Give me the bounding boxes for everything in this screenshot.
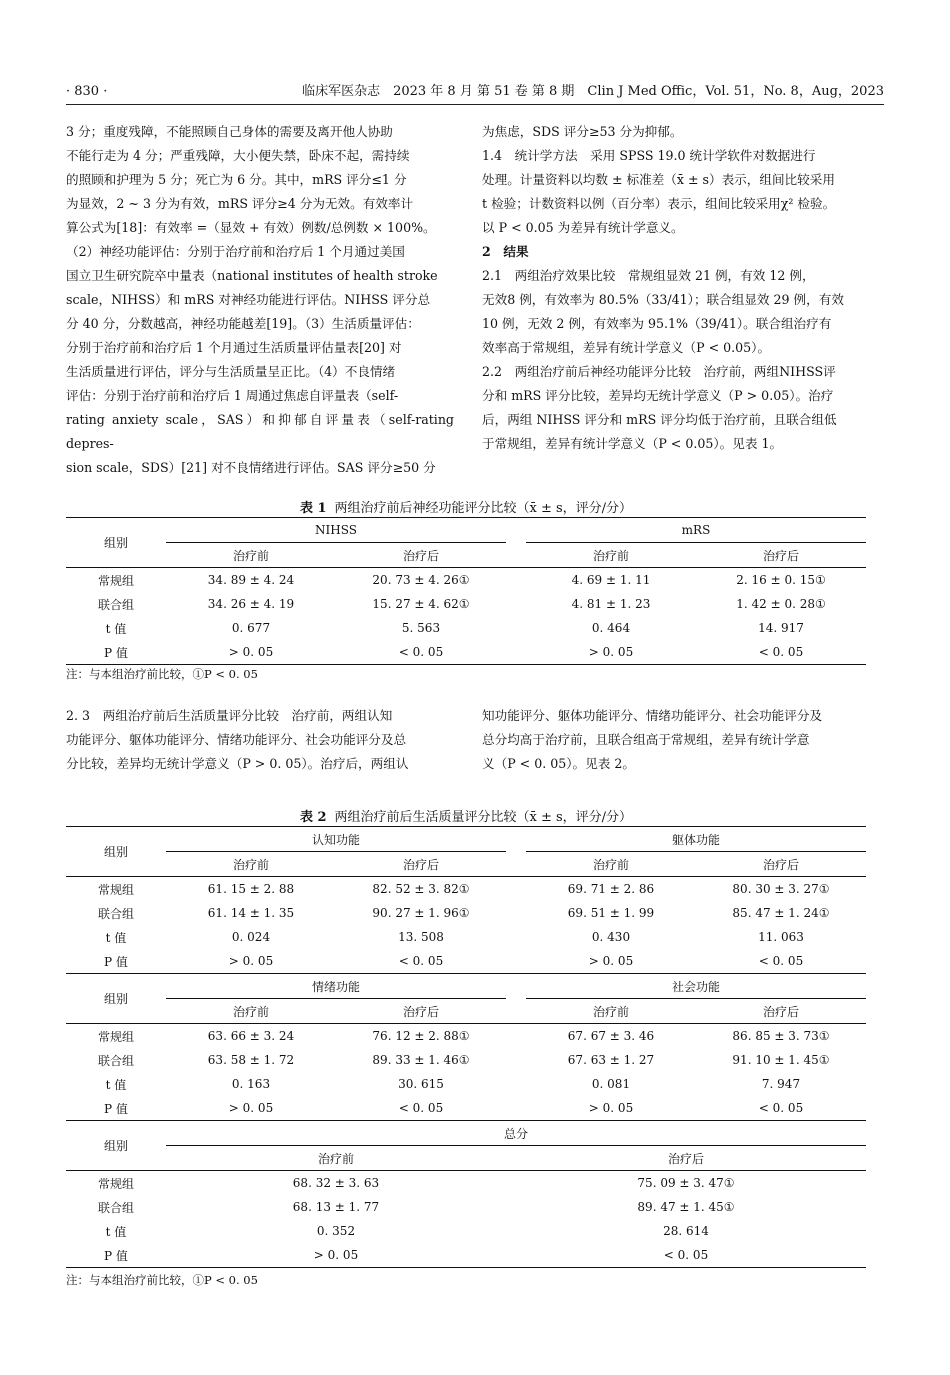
cell: < 0. 05 — [696, 1096, 866, 1121]
cell: P 值 — [66, 949, 166, 974]
table-row — [66, 616, 866, 640]
subheader: 治疗前 — [166, 1146, 506, 1171]
cell: < 0. 05 — [696, 640, 866, 665]
cell: 7. 947 — [761, 1077, 801, 1091]
cell: < 0. 05 — [506, 1243, 866, 1268]
cell: 63. 66 ± 3. 24 — [207, 1029, 295, 1043]
cell: 28. 614 — [663, 1224, 709, 1238]
cell: > 0. 05 — [526, 1096, 696, 1121]
cell: 76. 12 ± 2. 88① — [372, 1029, 470, 1043]
text-line: 国立卫生研究院卒中量表（national institutes of health stroke — [66, 268, 438, 283]
cell: 4. 81 ± 1. 23 — [571, 597, 651, 611]
cell: 13. 508 — [398, 930, 444, 944]
subheader: 治疗后 — [696, 543, 866, 568]
cell: 67. 63 ± 1. 27 — [567, 1053, 655, 1067]
cell: 常规组 — [97, 1176, 134, 1191]
cell: 4. 69 ± 1. 11 — [571, 573, 651, 587]
text-line: 不能行走为 4 分；严重残障，大小便失禁，卧床不起，需持续 — [66, 148, 410, 163]
text-line: 分别于治疗前和治疗后 1 个月通过生活质量评估量表[20] 对 — [66, 340, 402, 355]
table-subheader-row — [66, 543, 866, 568]
cell: 0. 081 — [591, 1077, 631, 1091]
cell: t 值 — [105, 1224, 127, 1239]
cell: t 值 — [105, 930, 127, 945]
cell: 常规组 — [97, 882, 134, 897]
subheader: 治疗前 — [526, 543, 696, 568]
cell: 0. 352 — [316, 1224, 356, 1238]
subheader: 治疗后 — [506, 1146, 866, 1171]
table-subheader-row — [66, 852, 866, 877]
table1-note: 注：与本组治疗前比较，①P < 0. 05 — [66, 667, 258, 681]
text-line: 2.2 两组治疗前后神经功能评分比较 治疗前，两组NIHSS评 — [482, 364, 836, 379]
text-line: 的照顾和护理为 5 分；死亡为 6 分。其中，mRS 评分≤1 分 — [66, 172, 407, 187]
subheader: 治疗后 — [696, 852, 866, 877]
page-header — [66, 80, 884, 99]
table-row — [66, 877, 866, 902]
cell: 63. 58 ± 1. 72 — [207, 1053, 295, 1067]
cell: < 0. 05 — [696, 949, 866, 974]
journal-citation: 临床军医杂志 2023 年 8 月 第 51 卷 第 8 期 Clin J Med Offic，Vol. 51，No. 8，Aug，2023 — [302, 84, 884, 99]
cell: 85. 47 ± 1. 24① — [732, 906, 830, 920]
subheader: 治疗后 — [336, 999, 506, 1024]
text-line: rating anxiety scale，SAS）和抑郁自评量表（self-rating depres- — [66, 412, 454, 451]
cell: 1. 42 ± 0. 28① — [736, 597, 826, 611]
text-line: 功能评分、躯体功能评分、情绪功能评分、社会功能评分及总 — [66, 732, 407, 747]
table-row — [66, 568, 866, 593]
cell: 89. 33 ± 1. 46① — [372, 1053, 470, 1067]
table2 — [66, 826, 866, 1268]
cell: 69. 51 ± 1. 99 — [567, 906, 655, 920]
subheader: 治疗前 — [526, 999, 696, 1024]
cell: 联合组 — [97, 1053, 134, 1068]
table2-caption — [66, 806, 866, 825]
table-subheader-row — [66, 999, 866, 1024]
table-row — [66, 1096, 866, 1121]
cell: 20. 73 ± 4. 26① — [372, 573, 470, 587]
table1 — [66, 517, 866, 665]
text-line: 分 40 分，分数越高，神经功能越差[19]。（3）生活质量评估： — [66, 316, 420, 331]
cell: < 0. 05 — [336, 1096, 506, 1121]
text-line: 无效8 例，有效率为 80.5%（33/41）；联合组显效 29 例，有效 — [482, 292, 844, 307]
text-line: 分和 mRS 评分比较，差异均无统计学意义（P > 0.05）。治疗 — [482, 388, 834, 403]
cell: 0. 430 — [591, 930, 631, 944]
table-row — [66, 1024, 866, 1049]
table-row — [66, 1219, 866, 1243]
cell: 常规组 — [97, 1029, 134, 1044]
section-heading: 1.4 统计学方法 采用 SPSS 19.0 统计学软件对数据进行 — [482, 148, 816, 163]
table-row — [66, 901, 866, 925]
results-heading: 2 结果 — [482, 244, 529, 259]
cell: > 0. 05 — [526, 949, 696, 974]
col-group-physical: 躯体功能 — [526, 827, 866, 852]
table-row — [66, 949, 866, 974]
table1-label: 表 1 — [299, 501, 327, 516]
right-column — [482, 120, 867, 456]
cell: < 0. 05 — [336, 949, 506, 974]
cell: 68. 13 ± 1. 77 — [292, 1200, 380, 1214]
cell: 68. 32 ± 3. 63 — [292, 1176, 380, 1190]
text-line: 算公式为[18]：有效率 =（显效 + 有效）例数/总例数 × 100%。 — [66, 220, 436, 235]
cell: < 0. 05 — [336, 640, 506, 665]
text-line: 10 例，无效 2 例，有效率为 95.1%（39/41）。联合组治疗有 — [482, 316, 832, 331]
subheader: 治疗前 — [166, 852, 336, 877]
cell: 30. 615 — [398, 1077, 444, 1091]
cell: 联合组 — [97, 1200, 134, 1215]
cell: 86. 85 ± 3. 73① — [732, 1029, 830, 1043]
table-row — [66, 1048, 866, 1072]
cell: 61. 14 ± 1. 35 — [207, 906, 295, 920]
table-row — [66, 592, 866, 616]
cell: 11. 063 — [758, 930, 804, 944]
col-group-social: 社会功能 — [526, 974, 866, 999]
cell: > 0. 05 — [526, 640, 696, 665]
middle-left-text — [66, 704, 454, 776]
cell: 34. 26 ± 4. 19 — [207, 597, 295, 611]
cell: > 0. 05 — [166, 640, 336, 665]
table-row — [66, 925, 866, 949]
text-line: sion scale，SDS）[21] 对不良情绪进行评估。SAS 评分≥50 分 — [66, 460, 436, 475]
text-line: 义（P < 0. 05）。见表 2。 — [482, 756, 635, 771]
table-header-row — [66, 974, 866, 999]
text-line: 知功能评分、躯体功能评分、情绪功能评分、社会功能评分及 — [482, 708, 823, 723]
col-group-nihss: NIHSS — [166, 518, 506, 543]
table2-title: 两组治疗前后生活质量评分比较（x̄ ± s，评分/分） — [334, 810, 633, 825]
cell: 常规组 — [97, 573, 134, 588]
cell: 61. 15 ± 2. 88 — [207, 882, 295, 896]
table-row — [66, 1072, 866, 1096]
cell: > 0. 05 — [166, 949, 336, 974]
subheader: 治疗后 — [336, 543, 506, 568]
table1-caption — [66, 497, 866, 516]
group-header: 组别 — [66, 518, 166, 568]
group-header: 组别 — [66, 974, 166, 1024]
cell: 89. 47 ± 1. 45① — [637, 1200, 735, 1214]
text-line: 2. 3 两组治疗前后生活质量评分比较 治疗前，两组认知 — [66, 708, 393, 723]
header-rule — [66, 104, 884, 105]
text-line: 评估：分别于治疗前和治疗后 1 周通过焦虑自评量表（self- — [66, 388, 399, 403]
cell: t 值 — [105, 621, 127, 636]
table-row — [66, 640, 866, 665]
cell: 5. 563 — [401, 621, 441, 635]
text-line: （2）神经功能评估：分别于治疗前和治疗后 1 个月通过美国 — [66, 244, 405, 259]
group-header: 组别 — [66, 827, 166, 877]
page-number: · 830 · — [66, 84, 108, 99]
cell: 0. 024 — [231, 930, 271, 944]
cell: 联合组 — [97, 906, 134, 921]
text-line: t 检验；计数资料以例（百分率）表示，组间比较采用χ² 检验。 — [482, 196, 836, 211]
text-line: 生活质量进行评估，评分与生活质量呈正比。（4）不良情绪 — [66, 364, 396, 379]
col-group-cognitive: 认知功能 — [166, 827, 506, 852]
cell: P 值 — [66, 1243, 166, 1268]
table2-note: 注：与本组治疗前比较，①P < 0. 05 — [66, 1273, 258, 1287]
table-subheader-row — [66, 1146, 866, 1171]
text-line: 分比较，差异均无统计学意义（P > 0. 05）。治疗后，两组认 — [66, 756, 409, 771]
cell: 69. 71 ± 2. 86 — [567, 882, 655, 896]
cell: P 值 — [66, 1096, 166, 1121]
cell: 80. 30 ± 3. 27① — [732, 882, 830, 896]
text-line: 以 P < 0.05 为差异有统计学意义。 — [482, 220, 684, 235]
cell: > 0. 05 — [166, 1096, 336, 1121]
cell: 82. 52 ± 3. 82① — [372, 882, 470, 896]
table-header-row — [66, 1121, 866, 1146]
text-line: 于常规组，差异有统计学意义（P < 0.05）。见表 1。 — [482, 436, 783, 451]
cell: 90. 27 ± 1. 96① — [372, 906, 470, 920]
subheader: 治疗前 — [526, 852, 696, 877]
cell: 75. 09 ± 3. 47① — [637, 1176, 735, 1190]
cell: 0. 163 — [231, 1077, 271, 1091]
text-line: 效率高于常规组，差异有统计学意义（P < 0.05）。 — [482, 340, 771, 355]
subheader: 治疗前 — [166, 543, 336, 568]
col-group-total: 总分 — [166, 1121, 866, 1146]
table-header-row — [66, 827, 866, 852]
cell: 14. 917 — [758, 621, 804, 635]
table-row — [66, 1243, 866, 1268]
group-header: 组别 — [66, 1121, 166, 1171]
text-line: 为焦虑，SDS 评分≥53 分为抑郁。 — [482, 124, 683, 139]
cell: > 0. 05 — [166, 1243, 506, 1268]
col-group-emotional: 情绪功能 — [166, 974, 506, 999]
cell: 15. 27 ± 4. 62① — [372, 597, 470, 611]
cell: t 值 — [105, 1077, 127, 1092]
cell: 91. 10 ± 1. 45① — [732, 1053, 830, 1067]
table2-label: 表 2 — [299, 810, 327, 825]
text-line: 处理。计量资料以均数 ± 标准差（x̄ ± s）表示，组间比较采用 — [482, 172, 835, 187]
table-row — [66, 1195, 866, 1219]
col-group-mrs: mRS — [526, 518, 866, 543]
cell: 2. 16 ± 0. 15① — [736, 573, 826, 587]
text-line: 2.1 两组治疗效果比较 常规组显效 21 例，有效 12 例， — [482, 268, 815, 283]
text-line: 后，两组 NIHSS 评分和 mRS 评分均低于治疗前，且联合组低 — [482, 412, 837, 427]
text-line: scale，NIHSS）和 mRS 对神经功能进行评估。NIHSS 评分总 — [66, 292, 431, 307]
cell: 0. 677 — [231, 621, 271, 635]
text-line: 为显效，2 ~ 3 分为有效，mRS 评分≥4 分为无效。有效率计 — [66, 196, 414, 211]
cell: 67. 67 ± 3. 46 — [567, 1029, 655, 1043]
text-line: 3 分；重度残障，不能照顾自己身体的需要及离开他人协助 — [66, 124, 393, 139]
cell: 34. 89 ± 4. 24 — [207, 573, 295, 587]
cell: P 值 — [66, 640, 166, 665]
table1-title: 两组治疗前后神经功能评分比较（x̄ ± s，评分/分） — [334, 501, 633, 516]
table-row — [66, 1171, 866, 1196]
middle-right-text — [482, 704, 867, 776]
text-line: 总分均高于治疗前，且联合组高于常规组，差异有统计学意 — [482, 732, 810, 747]
cell: 联合组 — [97, 597, 134, 612]
subheader: 治疗后 — [696, 999, 866, 1024]
left-column — [66, 120, 454, 480]
table-header-row — [66, 518, 866, 543]
cell: 0. 464 — [591, 621, 631, 635]
subheader: 治疗前 — [166, 999, 336, 1024]
subheader: 治疗后 — [336, 852, 506, 877]
